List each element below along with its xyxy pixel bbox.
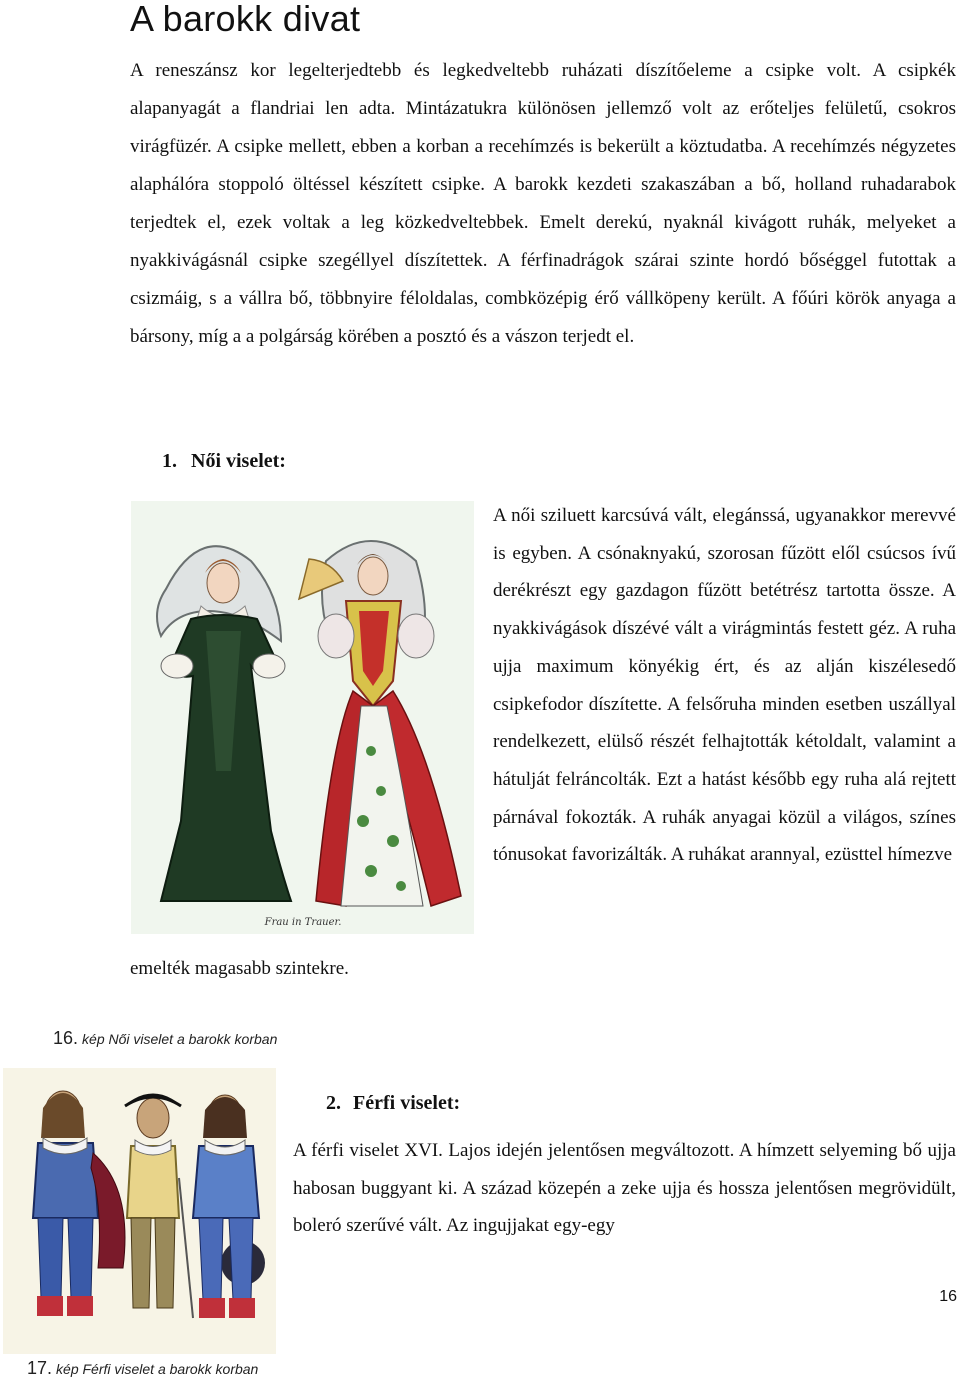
female-costume-illustration [131, 501, 474, 934]
section-title: Női viselet: [191, 450, 286, 472]
female-paragraph-tail: emelték magasabb szintekre. [130, 958, 349, 979]
caption-text: kép Férfi viselet a barokk korban [56, 1361, 259, 1377]
caption-text: kép Női viselet a barokk korban [82, 1031, 278, 1047]
intro-paragraph: A reneszánsz kor legelterjedtebb és legkedveltebb ruházati díszítőeleme a csipke volt. A csipkék alapanyagát a flandriai len adta. Mintázatukra különösen jellemző volt az erőteljes felületű, csokros virágfüzér. A csipke mellett, ebben a korban a recehímzés is bekerült a köztudatba. A recehímzés négyzetes alaphálóra stoppoló öltéssel készített csipke. A barokk kezdeti szakaszában a bő, holland ruhadarabok terjedtek el, ezek voltak a leg közkedveltebbek. Emelt derekú, nyaknál kivágott ruhák, melyeket a nyakkivágásnál csipke szegéllyel díszítettek. A férfinadrágok szárai szinte hordó bőséggel futottak a csizmáig, s a vállra bő, többnyire féloldalas, combközépig érő vállköpeny került. A főúri körök anyaga a bársony, míg a a polgárság körében a posztó és a vászon terjedt el. [130, 60, 956, 347]
female-costume-drawing [131, 501, 474, 934]
caption-number: 16. [53, 1028, 79, 1048]
section-heading-male [326, 1092, 460, 1115]
figure-caption-16 [53, 1028, 277, 1049]
section-heading-female [162, 450, 286, 473]
section-number: 2. [326, 1092, 341, 1114]
page-title: A barokk divat [130, 0, 361, 39]
male-paragraph: A férfi viselet XVI. Lajos idején jelentősen megváltozott. A hímzett selyeming bő ujja habosan buggyant ki. A század közepén a zeke ujja és hossza jelentősen megrövidült, boleró szerűvé vált. Az ingujjakat egy-egy [293, 1140, 956, 1236]
illustration-caption: Frau in Trauer. [264, 917, 342, 928]
male-costume-drawing [3, 1068, 276, 1354]
section-title: Férfi viselet: [353, 1092, 461, 1114]
section-number: 1. [162, 450, 177, 472]
female-paragraph: A női sziluett karcsúvá vált, elegánssá, ugyanakkor merevvé is egyben. A csónaknyakú, szorosan fűzött elől csúcsos ívű derékrészt egy gazdagon fűzött betétrész tartotta össze. A nyakkivágások díszévé vált a virágmintás festett géz. A ruha ujja maximum könyékig ért, és az alján kiszélesedő csipkefodor díszítette. A felsőruha minden esetben uszállyal rendelkezett, elülső részét felhajtották kétoldalt, valamint a hátulját felráncolták. Ezt a hatást később egy ruha alá rejtett párnával fokozták. A ruhák anyagai közül a világos, színes tónusokat favorizálták. A ruhákat arannyal, ezüsttel hímezve [493, 505, 956, 866]
figure-caption-17 [27, 1358, 258, 1379]
male-costume-illustration [3, 1068, 276, 1354]
caption-number: 17. [27, 1358, 53, 1378]
page-number: 16 [939, 1288, 957, 1305]
